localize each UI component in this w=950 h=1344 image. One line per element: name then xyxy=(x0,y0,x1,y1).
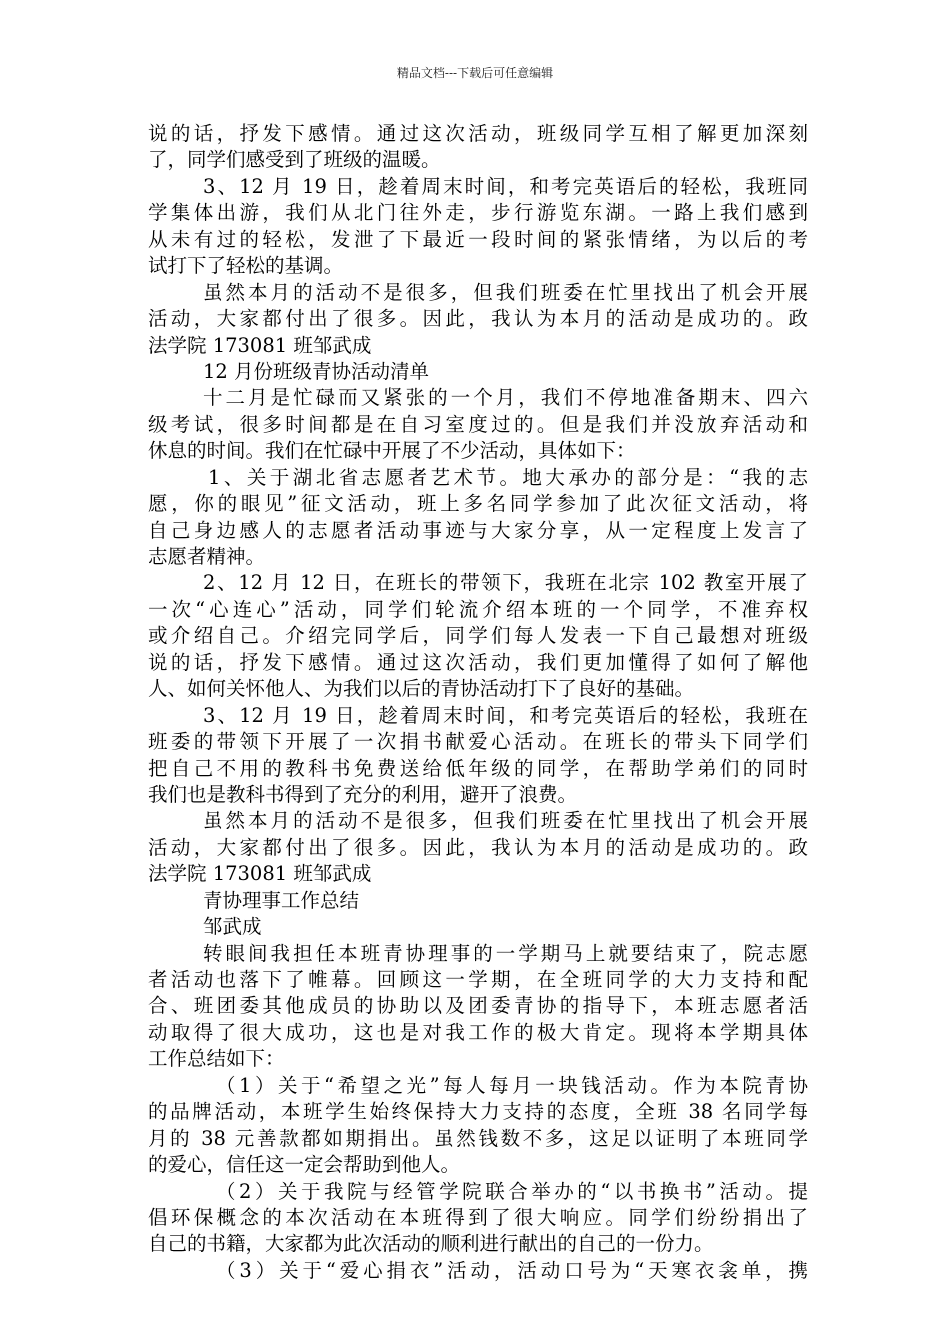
text-line: 十二月是忙碌而又紧张的一个月，我们不停地准备期末、四六 xyxy=(203,386,808,410)
text-line: 法学院 173081 班邹武成 xyxy=(148,862,372,886)
text-line: 试打下了轻松的基调。 xyxy=(148,254,344,278)
text-line: 级考试，很多时间都是在自习室度过的。但是我们并没放弃活动和 xyxy=(148,412,808,436)
text-line: 2、12 月 12 日，在班长的带领下，我班在北宗 102 教室开展了 xyxy=(203,571,808,595)
text-line: 3、12 月 19 日，趁着周末时间，和考完英语后的轻松，我班在 xyxy=(203,703,808,727)
text-line: （1）关于“希望之光”每人每月一块钱活动。作为本院青协 xyxy=(216,1073,808,1097)
text-line: 的爱心，信任这一定会帮助到他人。 xyxy=(148,1153,461,1177)
text-line: 自己的书籍，大家都为此次活动的顺利进行献出的自己的一份力。 xyxy=(148,1232,714,1256)
text-line: 虽然本月的活动不是很多，但我们班委在忙里找出了机会开展 xyxy=(203,280,808,304)
text-line: 法学院 173081 班邹武成 xyxy=(148,333,372,357)
text-line: 人、如何关怀他人、为我们以后的青协活动打下了良好的基础。 xyxy=(148,677,695,701)
text-line: 学集体出游，我们从北门往外走，步行游览东湖。一路上我们感到 xyxy=(148,201,808,225)
text-line: 活动，大家都付出了很多。因此，我认为本月的活动是成功的。政 xyxy=(148,835,808,859)
text-line: 自己身边感人的志愿者活动事迹与大家分享，从一定程度上发言了 xyxy=(148,518,808,542)
text-line: 工作总结如下： xyxy=(148,1047,285,1071)
text-line: 动取得了很大成功，这也是对我工作的极大肯定。现将本学期具体 xyxy=(148,1020,808,1044)
text-line: 或介绍自己。介绍完同学后，同学们每人发表一下自己最想对班级 xyxy=(148,624,808,648)
text-line: （3）关于“爱心捐衣”活动，活动口号为“天寒衣衾单，携 xyxy=(216,1258,808,1282)
text-line: 青协理事工作总结 xyxy=(203,888,360,912)
text-line: 从未有过的轻松，发泄了下最近一段时间的紧张情绪，为以后的考 xyxy=(148,227,808,251)
text-line: 说的话，抒发下感情。通过这次活动，我们更加懂得了如何了解他 xyxy=(148,650,808,674)
page-header: 精品文档---下载后可任意编辑 xyxy=(396,66,554,80)
text-line: 休息的时间。我们在忙碌中开展了不少活动，具体如下： xyxy=(148,439,636,463)
text-line: 1、关于湖北省志愿者艺术节。地大承办的部分是：“我的志 xyxy=(208,465,808,489)
text-line: 邹武成 xyxy=(203,915,262,939)
text-line: 3、12 月 19 日，趁着周末时间，和考完英语后的轻松，我班同 xyxy=(203,174,808,198)
text-line: 月的 38 元善款都如期捐出。虽然钱数不多，这足以证明了本班同学 xyxy=(148,1126,808,1150)
text-line: 转眼间我担任本班青协理事的一学期马上就要结束了，院志愿 xyxy=(203,941,808,965)
text-line: 虽然本月的活动不是很多，但我们班委在忙里找出了机会开展 xyxy=(203,809,808,833)
text-line: （2）关于我院与经管学院联合举办的“以书换书”活动。提 xyxy=(216,1179,808,1203)
text-line: 12 月份班级青协活动清单 xyxy=(203,359,430,383)
text-line: 活动，大家都付出了很多。因此，我认为本月的活动是成功的。政 xyxy=(148,307,808,331)
text-line: 了，同学们感受到了班级的温暖。 xyxy=(148,148,441,172)
text-line: 合、班团委其他成员的协助以及团委青协的指导下，本班志愿者活 xyxy=(148,994,808,1018)
text-line: 说的话，抒发下感情。通过这次活动，班级同学互相了解更加深刻 xyxy=(148,122,808,145)
text-line: 倡环保概念的本次活动在本班得到了很大响应。同学们纷纷捐出了 xyxy=(148,1205,808,1229)
text-line: 班委的带领下开展了一次捐书献爱心活动。在班长的带头下同学们 xyxy=(148,730,808,754)
document-body xyxy=(148,121,808,1284)
text-line: 的品牌活动，本班学生始终保持大力支持的态度，全班 38 名同学每 xyxy=(148,1100,808,1124)
text-line: 者活动也落下了帷幕。回顾这一学期，在全班同学的大力支持和配 xyxy=(148,968,808,991)
text-line: 志愿者精神。 xyxy=(148,545,266,568)
text-line: 愿，你的眼见”征文活动，班上多名同学参加了此次征文活动，将 xyxy=(148,492,808,516)
text-line: 我们也是教科书得到了充分的利用，避开了浪费。 xyxy=(148,782,578,806)
text-line: 把自己不用的教科书免费送给低年级的同学，在帮助学弟们的同时 xyxy=(148,756,808,780)
text-line: 一次“心连心”活动，同学们轮流介绍本班的一个同学，不准弃权 xyxy=(148,597,808,621)
